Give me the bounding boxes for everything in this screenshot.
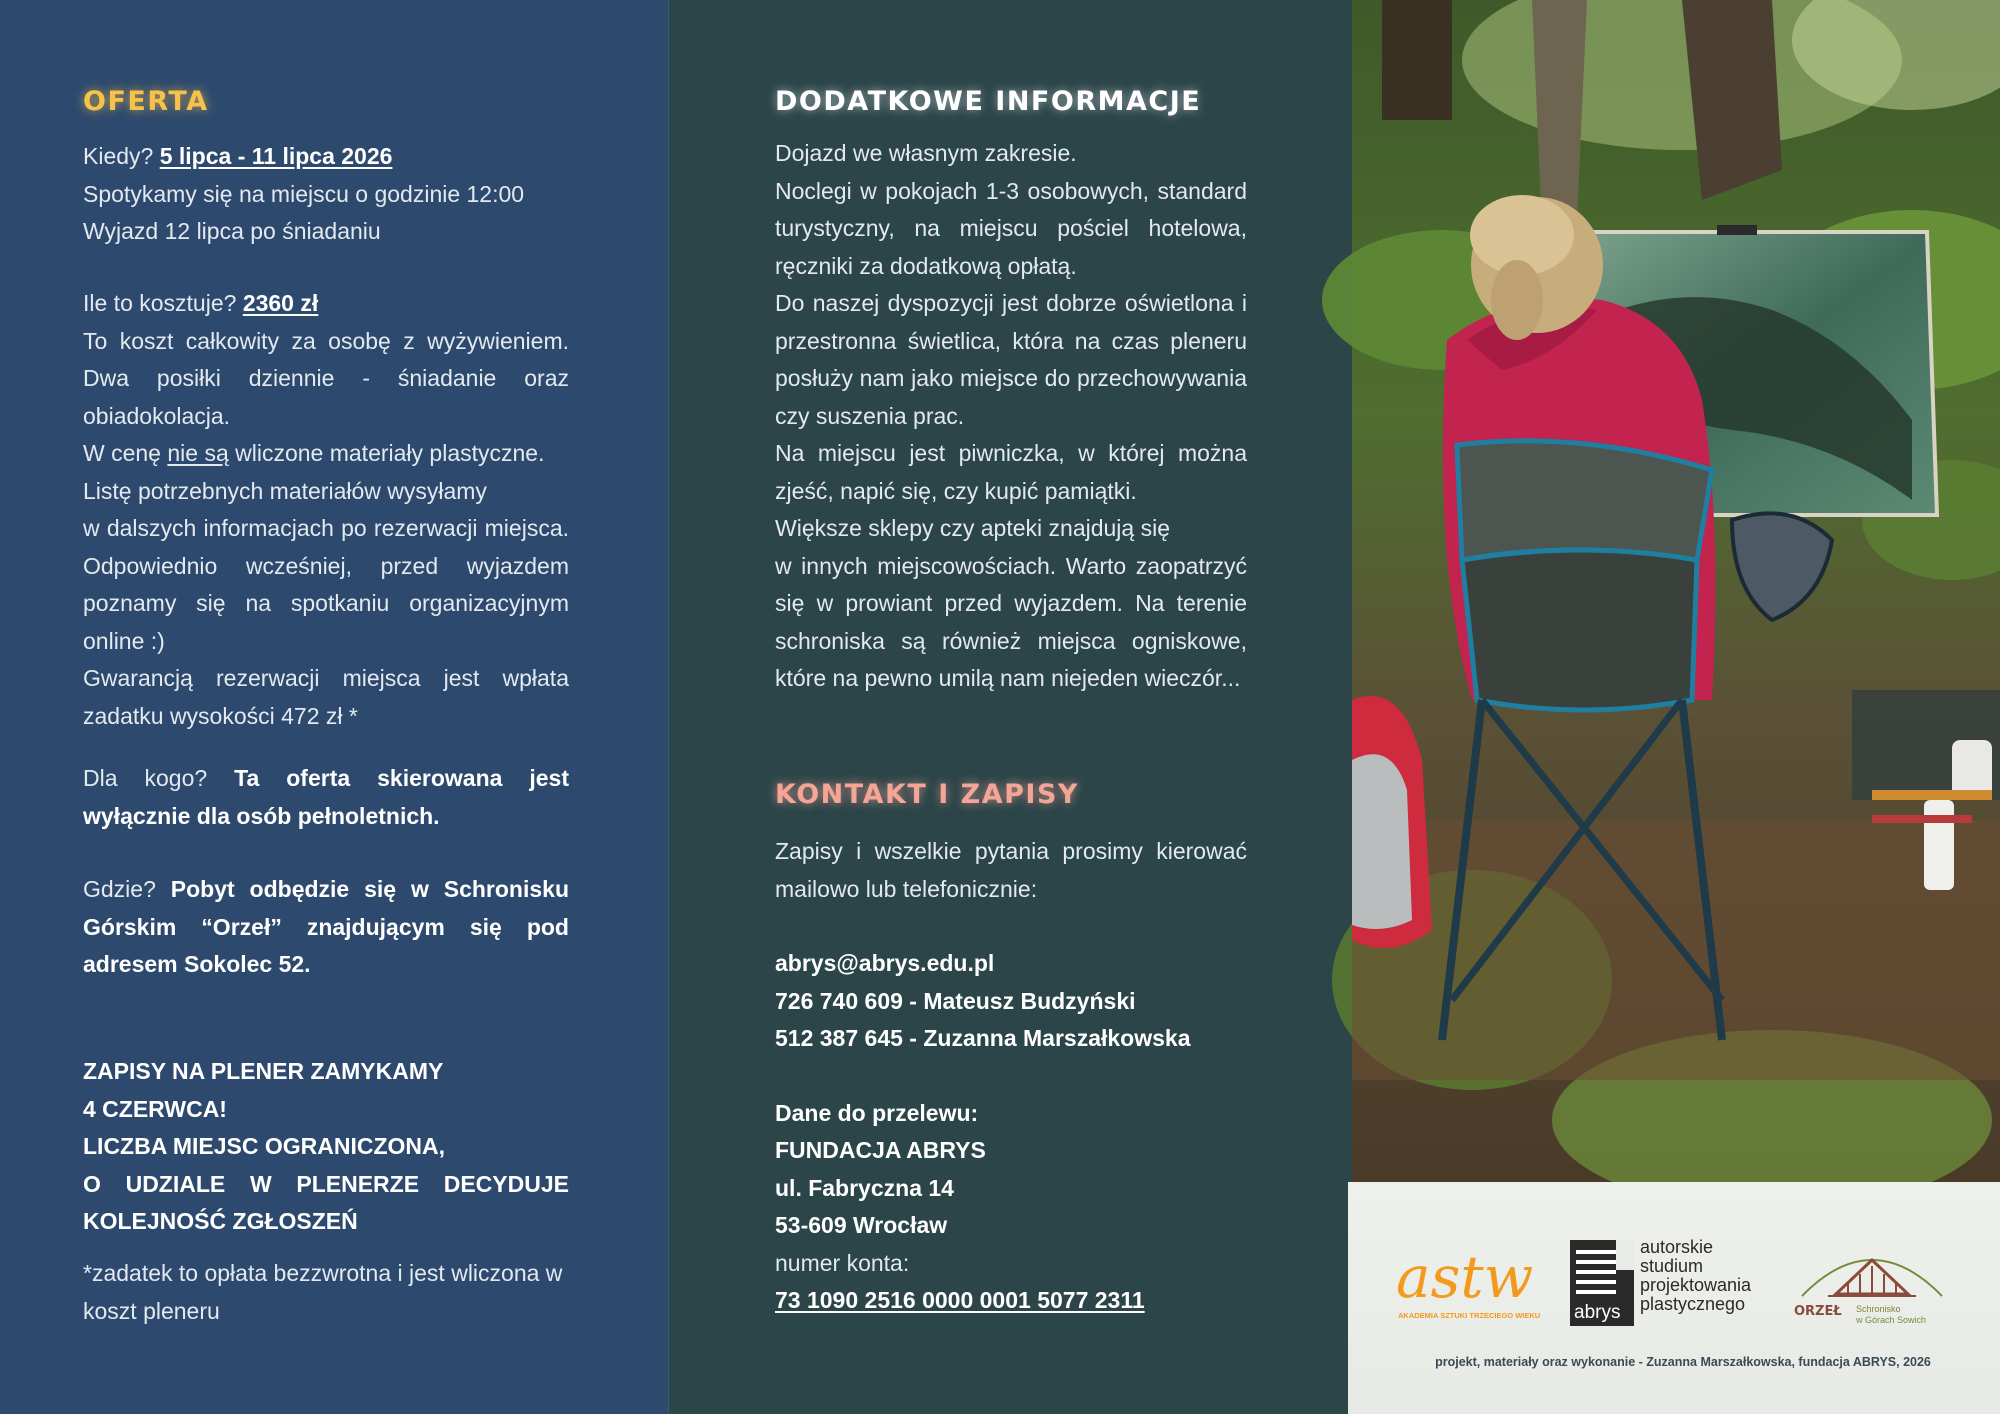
cellar-info: Na miejscu jest piwniczka, w której można zjeść, napić się, czy kupić pamiątki. bbox=[775, 440, 1247, 504]
account-label: numer konta: bbox=[775, 1249, 910, 1276]
cost-description: To koszt całkowity za osobę z wyżywieniem. Dwa posiłki dziennie - śniadanie oraz obiadokolacja. bbox=[83, 327, 569, 429]
additional-heading: DODATKOWE INFORMACJE bbox=[775, 86, 1202, 117]
org-city: 53-609 Wrocław bbox=[775, 1212, 948, 1238]
svg-text:abrys: abrys bbox=[1574, 1302, 1621, 1323]
deposit-footnote: *zadatek to opłata bezzwrotna i jest wliczona w koszt pleneru bbox=[83, 1260, 563, 1324]
closing-line-3: LICZBA MIEJSC OGRANICZONA, bbox=[83, 1133, 446, 1159]
closing-line-2: 4 CZERWCA! bbox=[83, 1095, 227, 1122]
materials-post: wliczone materiały plastyczne. bbox=[235, 440, 545, 466]
closing-line-4: O UDZIALE W PLENERZE DECYDUJE KOLEJNOŚĆ ZGŁOSZEŃ bbox=[83, 1170, 569, 1234]
contact-heading: KONTAKT I ZAPISY bbox=[775, 779, 1079, 810]
orzel-logo-name: ORZEŁ bbox=[1794, 1304, 1842, 1319]
info-panel bbox=[668, 0, 1352, 1414]
materials-pre: W cenę bbox=[83, 440, 161, 466]
astw-logo bbox=[1392, 1243, 1541, 1325]
abrys-logo bbox=[1570, 1237, 1780, 1326]
offer-audience-block bbox=[83, 760, 569, 835]
cost-label: Ile to kosztuje? bbox=[83, 290, 237, 316]
cost-value: 2360 zł bbox=[242, 290, 319, 316]
shops-info: w innych miejscowościach. Warto zaopatrzyć się w prowiant przed wyjazdem. Na terenie schroniska są również miejsca ogniskowe, które na pewno umilą nam niejeden wieczór... bbox=[775, 552, 1247, 691]
additional-info-block bbox=[775, 135, 1247, 698]
contact-phone-1[interactable]: 726 740 609 - Mateusz Budzyński bbox=[775, 987, 1136, 1014]
when-label: Kiedy? bbox=[83, 143, 154, 169]
offer-dates-block bbox=[83, 138, 569, 251]
common-room-info: Do naszej dyspozycji jest dobrze oświetlona i przestronna świetlica, która na czas pleneru posłuży nam jako miejsce do przechowywania czy suszenia prac. bbox=[775, 290, 1247, 429]
astw-logo-mark: astw bbox=[1396, 1243, 1534, 1311]
when-value: 5 lipca - 11 lipca 2026 bbox=[159, 143, 393, 169]
lodging-info: Noclegi w pokojach 1-3 osobowych, standard turystyczny, na miejscu pościel hotelowa, ręczniki za dodatkową opłatą. bbox=[775, 177, 1247, 279]
contact-email[interactable]: abrys@abrys.edu.pl bbox=[775, 950, 995, 976]
where-value: Pobyt odbędzie się w Schronisku Górskim “Orzeł” znajdującym się pod adresem Sokolec 52. bbox=[83, 876, 569, 977]
contact-phone-2[interactable]: 512 387 645 - Zuzanna Marszałkowska bbox=[775, 1025, 1191, 1051]
photo-panel bbox=[1352, 0, 2000, 1414]
orzel-logo-sub-2: w Górach Sowich bbox=[1856, 1315, 1927, 1325]
abrys-logo-mark bbox=[1570, 1240, 1634, 1326]
orzel-logo-sub-1: Schronisko bbox=[1856, 1304, 1901, 1314]
materials-description: w dalszych informacjach po rezerwacji miejsca. Odpowiednio wcześniej, przed wyjazdem poznamy się na spotkaniu organizacyjnym online :) bbox=[83, 515, 569, 654]
transport-info: Dojazd we własnym zakresie. bbox=[775, 140, 1077, 166]
materials-emphasis: nie są bbox=[167, 440, 229, 466]
deposit-description: Gwarancją rezerwacji miejsca jest wpłata zadatku wysokości 472 zł * bbox=[83, 665, 569, 729]
offer-location-block bbox=[83, 871, 569, 984]
meet-time: Spotykamy się na miejscu o godzinie 12:00 bbox=[83, 180, 525, 207]
registration-notice bbox=[83, 1053, 569, 1241]
who-value: Ta oferta skierowana jest wyłącznie dla osób pełnoletnich. bbox=[83, 765, 570, 829]
design-credit: projekt, materiały oraz wykonanie - Zuzanna Marszałkowska, fundacja ABRYS, 2026 bbox=[1435, 1355, 1931, 1369]
offer-panel bbox=[0, 0, 668, 1414]
orzel-shelter-logo bbox=[1792, 1238, 1952, 1334]
account-number: 73 1090 2516 0000 0001 5077 2311 bbox=[775, 1287, 1145, 1313]
shops-line: Większe sklepy czy apteki znajdują się bbox=[775, 515, 1170, 541]
departure-info: Wyjazd 12 lipca po śniadaniu bbox=[83, 218, 381, 244]
transfer-label: Dane do przelewu: bbox=[775, 1099, 979, 1126]
org-name: FUNDACJA ABRYS bbox=[775, 1137, 986, 1163]
offer-cost-block bbox=[83, 285, 569, 735]
astw-logo-subtitle: AKADEMIA SZTUKI TRZECIEGO WIEKU bbox=[1398, 1311, 1541, 1320]
abrys-logo-text: autorskie studium projektowania plastycznego bbox=[1640, 1237, 1752, 1314]
offer-heading: OFERTA bbox=[83, 86, 209, 117]
plein-air-painter-photo bbox=[1352, 0, 2000, 1182]
materials-list-line: Listę potrzebnych materiałów wysyłamy bbox=[83, 477, 487, 504]
contact-block bbox=[775, 833, 1247, 1320]
who-label: Dla kogo? bbox=[83, 765, 208, 791]
where-label: Gdzie? bbox=[83, 876, 156, 902]
closing-line-1: ZAPISY NA PLENER ZAMYKAMY bbox=[83, 1058, 444, 1084]
contact-intro: Zapisy i wszelkie pytania prosimy kierować mailowo lub telefonicznie: bbox=[775, 838, 1247, 902]
org-street: ul. Fabryczna 14 bbox=[775, 1174, 954, 1201]
